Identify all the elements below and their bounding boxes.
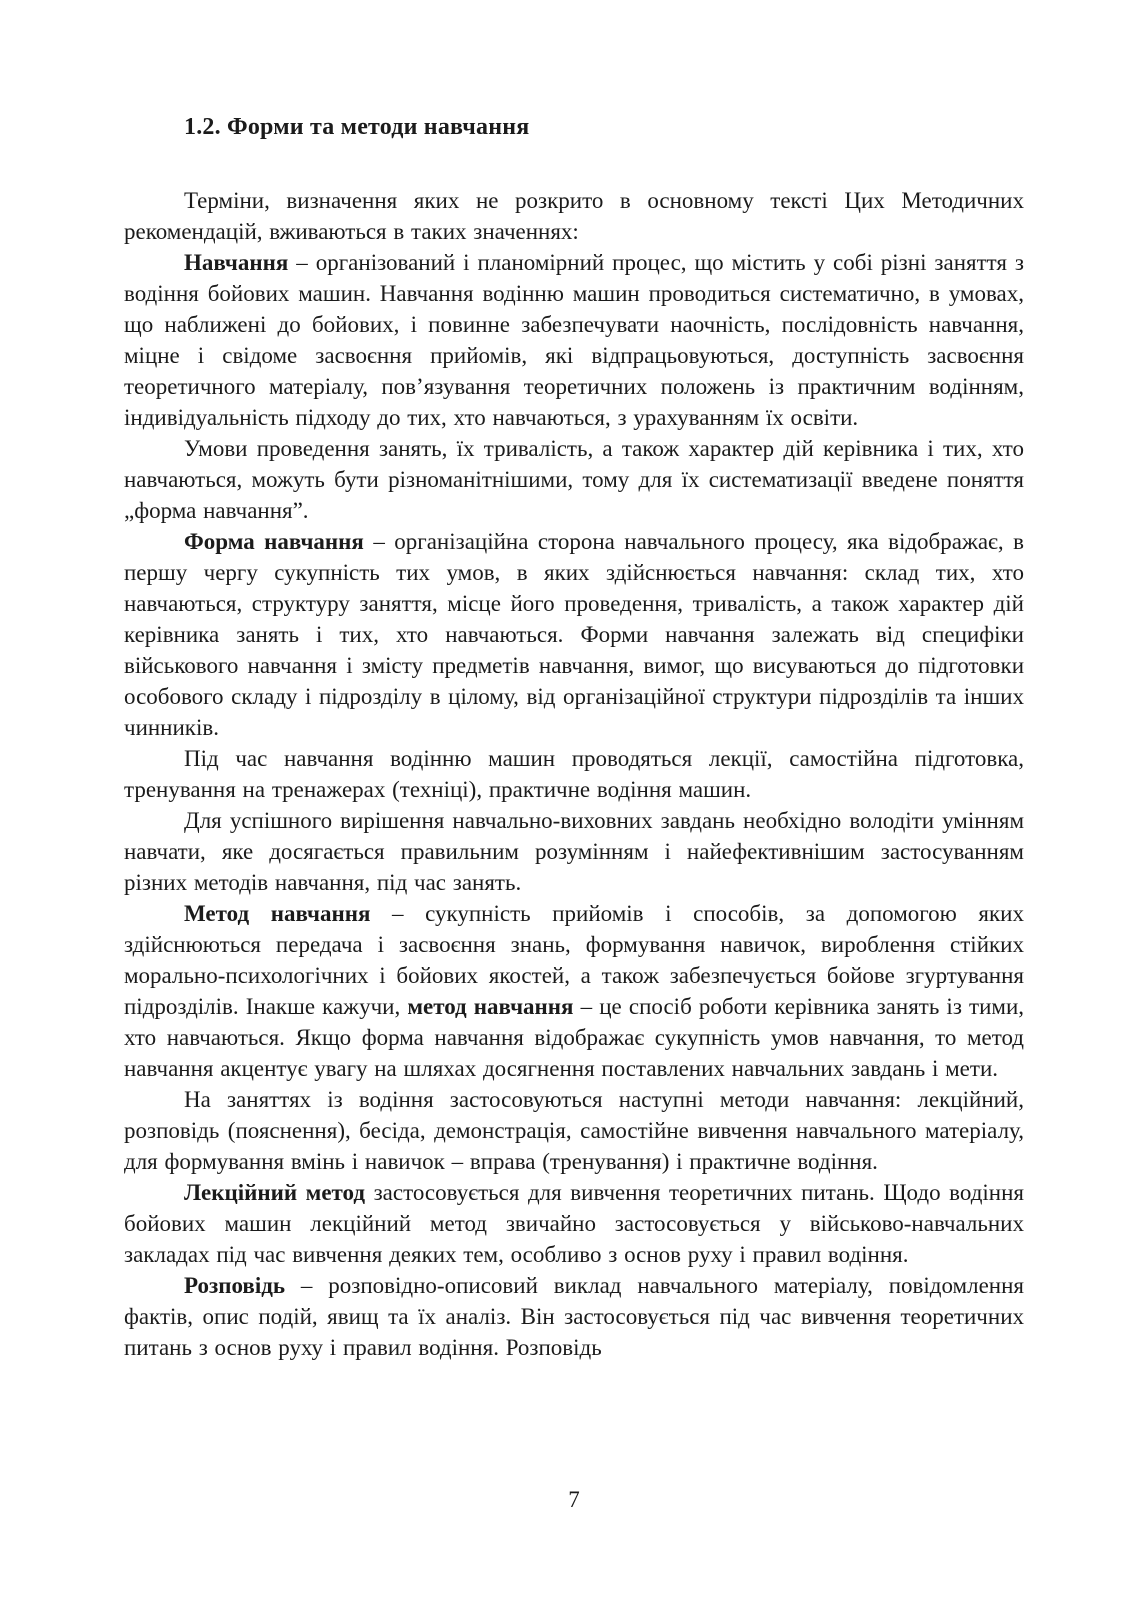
bold-term: Навчання [184, 250, 289, 275]
paragraph [124, 1177, 1024, 1270]
paragraph-text: Під час навчання водінню машин проводяться лекції, самостійна підготовка, тренування на тренажерах (техніці), практичне водіння машин. [124, 746, 1024, 802]
paragraph-text: Терміни, визначення яких не розкрито в основному тексті Цих Методичних рекомендацій, вживаються в таких значеннях: [124, 188, 1024, 244]
paragraphs-container [124, 185, 1024, 1363]
paragraph [124, 1084, 1024, 1177]
section-heading: 1.2. Форми та методи навчання [184, 114, 530, 140]
document-content [124, 112, 1024, 1363]
paragraph [124, 743, 1024, 805]
paragraph [124, 1270, 1024, 1363]
paragraph-text: На заняттях із водіння застосовуються наступні методи навчання: лекційний, розповідь (пояснення), бесіда, демонстрація, самостійне вивчення навчального матеріалу, для формування вмінь і навичок – вправа (тренування) і практичне водіння. [124, 1087, 1024, 1174]
paragraph-text: – розповідно-описовий виклад навчального матеріалу, повідомлення фактів, опис подій, явищ та їх аналіз. Він застосовується під час вивчення теоретичних питань з основ руху і правил водіння. Розповідь [124, 1273, 1024, 1360]
bold-term: Форма навчання [184, 529, 364, 554]
paragraph-text: Умови проведення занять, їх тривалість, а також характер дій керівника і тих, хто навчаються, можуть бути різноманітнішими, тому для їх систематизації введене поняття „форма навчання”. [124, 436, 1024, 523]
bold-term: метод навчання [407, 994, 574, 1019]
paragraph [124, 185, 1024, 247]
paragraph [124, 526, 1024, 743]
paragraph [124, 247, 1024, 433]
paragraph-text: застосовується для вивчення теоретичних питань. Щодо водіння бойових машин лекційний метод звичайно застосовується у військово-навчальних закладах під час вивчення деяких тем, особливо з основ руху і правил водіння. [124, 1180, 1024, 1267]
page-number: 7 [568, 1487, 580, 1512]
paragraph-text: – організаційна сторона навчального процесу, яка відображає, в першу чергу сукупність тих умов, в яких здійснюється навчання: склад тих, хто навчаються, структуру заняття, місце його проведення, тривалість, а також характер дій керівника занять і тих, хто навчаються. Форми навчання залежать від специфіки військового навчання і змісту предметів навчання, вимог, що висуваються до підготовки особового складу і підрозділу в цілому, від організаційної структури підрозділів та інших чинників. [124, 529, 1024, 740]
bold-term: Метод навчання [184, 901, 371, 926]
paragraph-text: – це спосіб роботи керівника занять із тими, хто навчаються. Якщо форма навчання відображає сукупність умов навчання, то метод навчання акцентує увагу на шляхах досягнення поставлених навчальних завдань і мети. [124, 994, 1025, 1081]
bold-term: Лекційний метод [184, 1180, 366, 1205]
paragraph [124, 898, 1024, 1084]
paragraph-text: Для успішного вирішення навчально-виховних завдань необхідно володіти умінням навчати, яке досягається правильним розумінням і найефективнішим застосуванням різних методів навчання, під час занять. [124, 808, 1024, 895]
paragraph [124, 433, 1024, 526]
paragraph [124, 805, 1024, 898]
paragraph-text: – сукупність прийомів і способів, за допомогою яких здійснюються передача і засвоєння знань, формування навичок, вироблення стійких морально-психологічних і бойових якостей, а також забезпечується бойове згуртування підрозділів. Інакше кажучи, [124, 901, 1024, 1019]
bold-term: Розповідь [184, 1273, 286, 1298]
paragraph-text: – організований і планомірний процес, що містить у собі різні заняття з водіння бойових машин. Навчання водінню машин проводиться систематично, в умовах, що наближені до бойових, і повинне забезпечувати наочність, послідовність навчання, міцне і свідоме засвоєння прийомів, які відпрацьовуються, доступність засвоєння теоретичного матеріалу, пов’язування теоретичних положень із практичним водінням, індивідуальність підходу до тих, хто навчаються, з урахуванням їх освіти. [124, 250, 1024, 430]
